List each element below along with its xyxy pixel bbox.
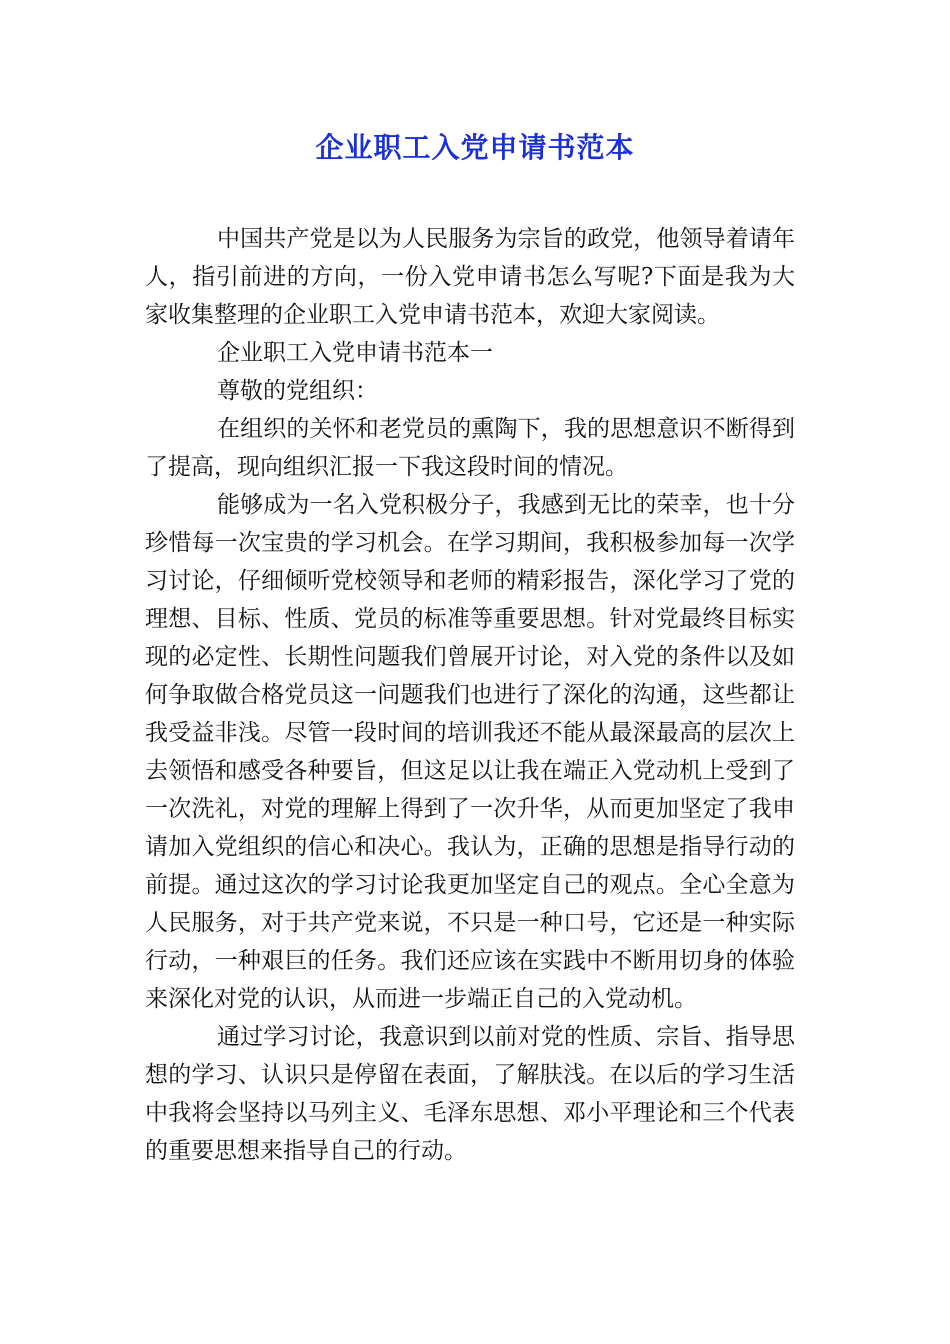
paragraph-subtitle: 企业职工入党申请书范本一 — [217, 340, 493, 366]
paragraph-opening: 在组织的关怀和老党员的熏陶下，我的思想意识不断得到了提高，现向组织汇报一下我这段时间的情况。 — [145, 416, 795, 480]
paragraph-salutation: 尊敬的党组织： — [217, 378, 378, 404]
paragraph-closing: 通过学习讨论，我意识到以前对党的性质、宗旨、指导思想的学习、认识只是停留在表面，了解肤浅。在以后的学习生活中我将会坚持以马列主义、毛泽东思想、邓小平理论和三个代表的重要思想来指导自己的行动。 — [145, 1024, 795, 1164]
paragraph-main: 能够成为一名入党积极分子，我感到无比的荣幸，也十分珍惜每一次宝贵的学习机会。在学习期间，我积极参加每一次学习讨论，仔细倾听党校领导和老师的精彩报告，深化学习了党的理想、目标、性质、党员的标准等重要思想。针对党最终目标实现的必定性、长期性问题我们曾展开讨论，对入党的条件以及如何争取做合格党员这一问题我们也进行了深化的沟通，这些都让我受益非浅。尽管一段时间的培训我还不能从最深最高的层次上去领悟和感受各种要旨，但这足以让我在端正入党动机上受到了一次洗礼，对党的理解上得到了一次升华，从而更加坚定了我申请加入党组织的信心和决心。我认为，正确的思想是指导行动的前提。通过这次的学习讨论我更加坚定自己的观点。全心全意为人民服务，对于共产党来说，不只是一种口号，它还是一种实际行动，一种艰巨的任务。我们还应该在实践中不断用切身的体验来深化对党的认识，从而进一步端正自己的入党动机。 — [145, 492, 795, 1012]
paragraph-intro: 中国共产党是以为人民服务为宗旨的政党，他领导着请年人，指引前进的方向，一份入党申请书怎么写呢?下面是我为大家收集整理的企业职工入党申请书范本，欢迎大家阅读。 — [145, 226, 795, 328]
document-title: 企业职工入党申请书范本 — [315, 131, 635, 164]
document-body — [145, 220, 795, 1170]
